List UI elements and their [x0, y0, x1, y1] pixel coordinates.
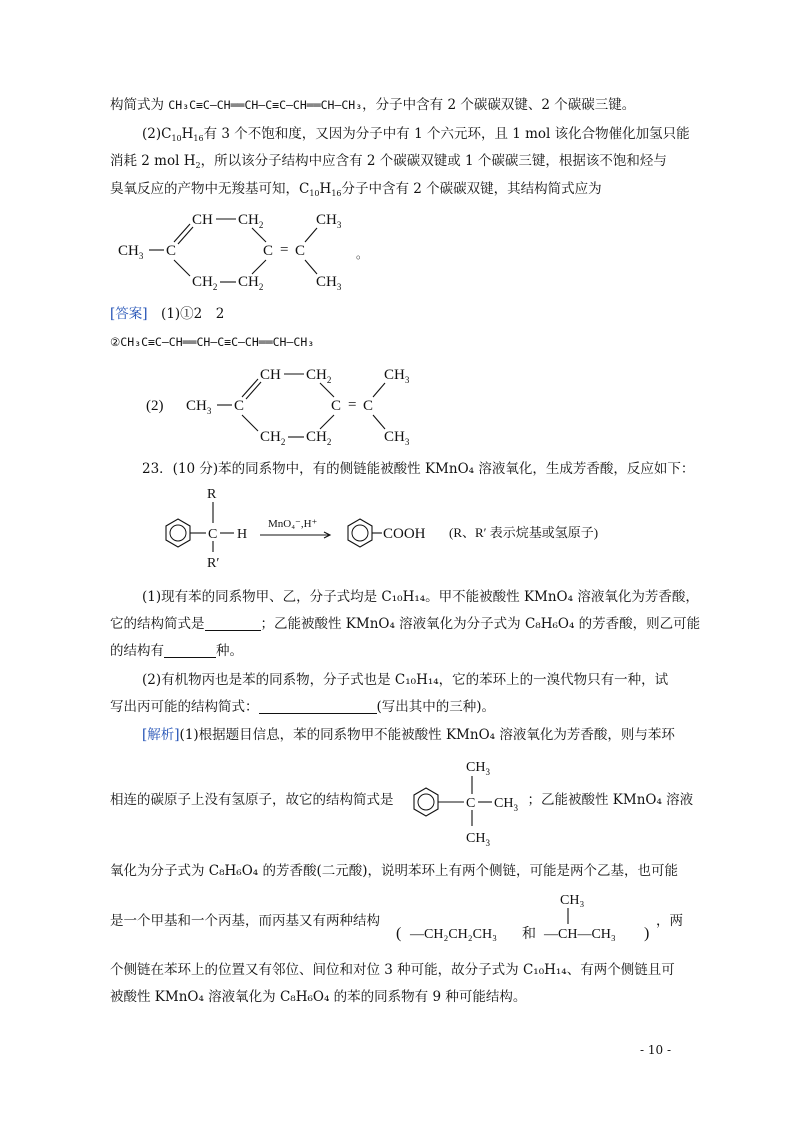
- svg-text:): ): [644, 925, 650, 942]
- analysis-line-4: 是一个甲基和一个丙基，而丙基又有两种结构 ，两: [110, 913, 683, 929]
- svg-text:COOH: COOH: [383, 526, 426, 542]
- chain-formula: CH₃C≡C—CH══CH—C≡C—CH══CH—CH₃: [168, 98, 363, 112]
- svg-text:(: (: [396, 925, 402, 942]
- q1-line-1: (1)现有苯的同系物甲、乙，分子式均是 C₁₀H₁₄。甲不能被酸性 KMnO₄ 溶液氧化为芳香酸，: [142, 589, 699, 605]
- svg-text:CH3: $CH_3$: [186, 398, 212, 416]
- answer-line-1: [答案] (1)①2 2: [110, 306, 225, 322]
- svg-text:CH2: $CH_2$: [238, 212, 264, 230]
- svg-text:—CH₂CH₂CH₃: —CH₂CH₂CH₃: [410, 927, 497, 942]
- line-formula: 构简式为 CH₃C≡C—CH══CH—C≡C—CH══CH—CH₃，分子中含有 2 个碳碳双键、2 个碳碳三键。: [110, 97, 636, 113]
- structure-tert-butylbenzene: [406, 750, 546, 850]
- svg-text:=: =: [348, 397, 357, 413]
- svg-text:C: C: [363, 398, 374, 414]
- answer-blank-3[interactable]: [259, 699, 377, 714]
- answer-tag: [答案]: [110, 306, 148, 322]
- svg-text:CH2: $CH_2$: [306, 367, 332, 385]
- svg-text:和: 和: [522, 927, 536, 942]
- answer-blank-1[interactable]: [205, 616, 261, 631]
- analysis-line-6: 被酸性 KMnO₄ 溶液氧化为 C₈H₆O₄ 的苯的同系物有 9 种可能结构。: [110, 989, 527, 1005]
- svg-text:C: C: [263, 243, 274, 259]
- svg-text:C: C: [208, 527, 218, 542]
- analysis-tag: [解析]: [142, 727, 180, 743]
- svg-text:C: C: [466, 796, 476, 811]
- svg-text:CH3: $CH_3$: [466, 831, 490, 848]
- analysis-line-1: [解析](1)根据题目信息，苯的同系物甲不能被酸性 KMnO₄ 溶液氧化为芳香酸，则与苯环: [142, 727, 675, 743]
- svg-text:CH2: $CH_2$: [306, 429, 332, 447]
- structure-propyl-groups: [392, 886, 672, 946]
- para-2-line-2: 消耗 2 mol $H_2$，所以该分子结构中应含有 2 个碳碳双键或 1 个碳碳三键，根据该不饱和烃与: [110, 153, 667, 170]
- svg-text:。: 。: [356, 247, 369, 261]
- svg-text:(2): (2): [146, 398, 164, 414]
- q1-line-3: 的结构有 种。: [110, 643, 243, 659]
- svg-text:CH2: $CH_2$: [260, 429, 286, 447]
- svg-text:C: C: [166, 243, 177, 259]
- question-23-intro: 23．(10 分)苯的同系物中，有的侧链能被酸性 KMnO₄ 溶液氧化，生成芳香酸，反应如下：: [142, 461, 695, 477]
- svg-text:C: C: [234, 398, 245, 414]
- svg-text:CH3: $CH_3$: [384, 367, 410, 385]
- para-2-line-3: 臭氧反应的产物中无羧基可知，$C_{10}H_{16}$分子中含有 2 个碳碳双键，其结构简式应为: [110, 181, 602, 198]
- structure-diagram-1: [112, 206, 382, 298]
- page-number: - 10 -: [639, 1043, 671, 1057]
- svg-text:CH3: $CH_3$: [316, 212, 342, 230]
- structure-diagram-2: [140, 358, 440, 450]
- svg-text:C: C: [295, 243, 306, 259]
- svg-text:CH2: $CH_2$: [238, 274, 264, 292]
- svg-text:CH₃: CH₃: [560, 893, 585, 908]
- svg-text:CH3: $CH_3$: [384, 429, 410, 447]
- svg-text:CH3: $CH_3$: [118, 243, 144, 261]
- svg-text:=: =: [280, 242, 289, 258]
- q1-line-2: 它的结构简式是 ；乙能被酸性 KMnO₄ 溶液氧化为分子式为 C₈H₆O₄ 的芳香酸，则乙可能: [110, 616, 701, 632]
- svg-text:CH3: $CH_3$: [494, 796, 518, 813]
- svg-text:H: H: [237, 527, 248, 542]
- svg-text:R: R: [207, 487, 217, 502]
- svg-text:R′: R′: [207, 556, 220, 571]
- reaction-scheme: [150, 483, 650, 571]
- q2-line-2: 写出丙可能的结构简式： (写出其中的三种)。: [110, 699, 496, 715]
- analysis-line-5: 个侧链在苯环上的位置又有邻位、间位和对位 3 种可能，故分子式为 C₁₀H₁₄、有两个侧链且可: [110, 962, 675, 978]
- svg-text:CH: CH: [260, 367, 281, 383]
- q2-line-1: (2)有机物丙也是苯的同系物，分子式也是 C₁₀H₁₄，它的苯环上的一溴代物只有一种，试: [142, 672, 669, 688]
- analysis-line-2: 相连的碳原子上没有氢原子，故它的结构简式是 ；乙能被酸性 KMnO₄ 溶液: [110, 792, 694, 808]
- svg-text:MnO₄⁻,H⁺: MnO₄⁻,H⁺: [268, 518, 318, 530]
- svg-text:CH3: $CH_3$: [316, 274, 342, 292]
- analysis-line-3: 氧化为分子式为 C₈H₆O₄ 的芳香酸(二元酸)，说明苯环上有两个侧链，可能是两个乙基，也可能: [110, 863, 679, 879]
- svg-text:(R、R′ 表示烷基或氢原子): (R、R′ 表示烷基或氢原子): [449, 525, 599, 540]
- svg-text:—CH—CH₃: —CH—CH₃: [544, 927, 616, 942]
- svg-text:CH3: $CH_3$: [466, 760, 490, 777]
- para-2-line-1: $(2)C_{10}H_{16}$有 3 个不饱和度，又因为分子中有 1 个六元环，且 1 mol 该化合物催化加氢只能: [142, 126, 690, 143]
- answer-blank-2[interactable]: [164, 643, 216, 658]
- svg-text:CH2: $CH_2$: [192, 274, 218, 292]
- svg-text:C: C: [331, 398, 342, 414]
- answer-line-2: ②CH₃C≡C—CH══CH—C≡C—CH══CH—CH₃: [110, 335, 315, 349]
- svg-text:CH: CH: [192, 212, 213, 228]
